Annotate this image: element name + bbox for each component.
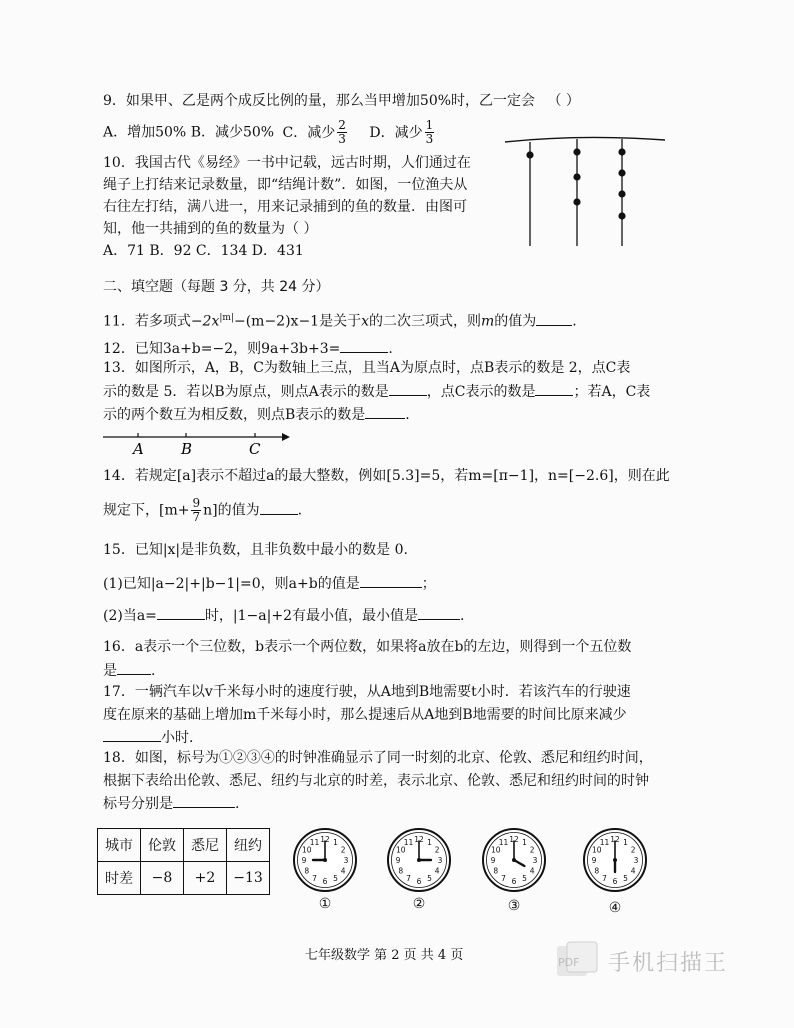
clock-2 [385, 826, 453, 894]
q17-line2: 度在原来的基础上增加m千米每小时，那么提速后从A地到B地需要的时间比原来减少 [103, 707, 627, 723]
q13-line3: 示的两个数互为相反数，则点B表示的数是 . [103, 404, 410, 425]
clock-hub [512, 858, 516, 862]
table-cell: 纽约 [227, 829, 270, 862]
watermark-text: 手机扫描王 [608, 951, 729, 976]
clock-number: 12 [509, 835, 519, 844]
clock-number: 6 [416, 877, 422, 886]
q10-line1: 10．我国古代《易经》一书中记载，远古时期，人们通过在 [103, 155, 471, 171]
q15-2-blank-a[interactable] [157, 605, 205, 620]
clock-4 [581, 826, 649, 894]
clock-number: 2 [340, 845, 346, 855]
q14-line2: 规定下，[m+ $\frac{9}{7}$ n]的值为 . [103, 496, 303, 524]
clock-number: 6 [612, 877, 618, 886]
table-cell: 城市 [98, 829, 141, 862]
clock-number: 8 [594, 866, 600, 876]
table-cell: 悉尼 [184, 829, 227, 862]
q9-options [103, 119, 436, 146]
q10-options: A．71 B．92 C．134 D．431 [103, 243, 304, 259]
rope-top [505, 137, 665, 142]
clock-label-4: ④ [608, 900, 622, 916]
number-line-arrow [282, 433, 290, 441]
clock-number: 11 [403, 837, 414, 847]
clock-number: 12 [414, 835, 424, 844]
q9-option-d: D．减少 [369, 124, 423, 141]
section-title-fill-in: 二、填空题（每题 3 分，共 24 分） [103, 279, 330, 295]
clock-number: 4 [434, 866, 440, 876]
knot [573, 148, 580, 155]
clock-hub [613, 858, 617, 862]
clock-number: 7 [312, 874, 317, 884]
clock-number: 12 [320, 835, 330, 844]
clock-number: 9 [591, 856, 597, 865]
table-row [98, 862, 270, 895]
q10-line4: 知，他一共捕到的鱼的数量为（ ） [103, 221, 318, 237]
clock-number: 11 [498, 837, 509, 847]
q15-2-blank-min[interactable] [418, 605, 460, 620]
clock-number: 3 [633, 856, 639, 865]
q15-line1: 15．已知|x|是非负数，且非负数中最小的数是 0. [103, 542, 408, 558]
clock-number: 5 [623, 874, 628, 884]
clock-number: 8 [304, 866, 310, 876]
clock-number: 6 [322, 877, 328, 886]
clock-number: 10 [592, 845, 602, 855]
q9-option-b: B．减少50% [190, 124, 275, 141]
q11: 11．若多项式$-2x^{|m|}-(m-2)x-1$是关于x的二次三项式，则m的值为 . [103, 308, 577, 332]
table-header-row [98, 829, 270, 862]
clock-number: 12 [610, 835, 620, 844]
q13-line1: 13．如图所示，A，B，C为数轴上三点，且当A为原点时，点B表示的数是 2，点C表 [103, 360, 631, 376]
q16-answer-blank[interactable] [117, 660, 151, 675]
clock-number: 11 [599, 837, 610, 847]
q18-line3: 标号分别是 . [103, 793, 239, 814]
table-cell: −8 [141, 862, 184, 895]
clock-number: 10 [491, 845, 501, 855]
point-label-c: C [249, 440, 261, 458]
knot [526, 151, 533, 158]
clock-1 [291, 826, 359, 894]
q13-blank-c[interactable] [535, 381, 573, 396]
clock-number: 6 [511, 877, 517, 886]
clock-number: 1 [623, 837, 628, 847]
table-cell: 时差 [98, 862, 141, 895]
clock-number: 10 [302, 845, 312, 855]
page-footer: 七年级数学 第 2 页 共 4 页 [305, 948, 464, 963]
clock-number: 8 [398, 866, 404, 876]
clock-number: 5 [427, 874, 432, 884]
clock-number: 10 [396, 845, 406, 855]
q9-stem [103, 91, 580, 111]
knot [573, 173, 580, 180]
clock-label-3: ③ [507, 898, 521, 914]
knot [618, 169, 625, 176]
clock-label-1: ① [318, 896, 332, 912]
q15-sub2: (2)当a= 时，|1−a|+2有最小值，最小值是 . [103, 605, 464, 626]
q14-answer-blank[interactable] [260, 500, 298, 515]
clock-number: 4 [529, 866, 535, 876]
table-cell: +2 [184, 862, 227, 895]
q16-line2: 是 . [103, 660, 155, 681]
clock-3 [480, 826, 548, 894]
knot [618, 148, 625, 155]
q9-option-d-fraction: $\frac{1}{3}$ [425, 118, 434, 146]
clock-number: 9 [490, 856, 496, 865]
q13-line2: 示的数是 5．若以B为原点，则点A表示的数是 ，点C表示的数是 ；若A，C表 [103, 381, 650, 402]
knot [573, 198, 580, 205]
clock-number: 3 [343, 856, 349, 865]
q11-answer-blank[interactable] [536, 311, 572, 326]
q10-line3: 右往左打结，满八进一，用来记录捕到的鱼的数量．由图可 [103, 199, 467, 215]
q13-blank-a[interactable] [389, 381, 427, 396]
clock-number: 7 [406, 874, 411, 884]
q9-option-a: A．增加50% [103, 124, 187, 141]
clock-number: 5 [333, 874, 338, 884]
clock-number: 4 [340, 866, 346, 876]
q15-sub1: (1)已知|a−2|+|b−1|=0，则a+b的值是 ； [103, 573, 436, 594]
clock-number: 2 [630, 845, 636, 855]
q13-blank-b[interactable] [365, 404, 405, 419]
q9-option-c-fraction: $\frac{2}{3}$ [338, 118, 346, 146]
clock-number: 3 [532, 856, 538, 865]
q14-line1: 14．若规定[a]表示不超过a的最大整数，例如[5.3]=5，若m=[π−1]，n=[−2.6]，则在此 [103, 468, 670, 484]
clock-number: 7 [602, 874, 607, 884]
knotted-rope-figure [500, 130, 670, 255]
clock-number: 9 [301, 856, 307, 865]
time-difference-table [97, 828, 270, 895]
point-label-a: A [133, 440, 144, 458]
number-line-figure [100, 428, 300, 460]
q9-text: 9．如果甲、乙是两个成反比例的量，那么当甲增加50%时，乙一定会 [103, 93, 536, 109]
clock-number: 4 [630, 866, 636, 876]
q18-line1: 18．如图，标号为①②③④的时钟准确显示了同一时刻的北京、伦敦、悉尼和纽约时间， [103, 750, 653, 766]
table-cell: 伦敦 [141, 829, 184, 862]
clock-number: 1 [522, 837, 527, 847]
clock-number: 3 [437, 856, 443, 865]
clock-number: 8 [493, 866, 499, 876]
q14-fraction: $\frac{9}{7}$ [192, 496, 201, 524]
q17-answer-blank[interactable] [103, 727, 161, 742]
table-cell: −13 [227, 862, 270, 895]
clock-number: 1 [427, 837, 432, 847]
q18-answer-blank[interactable] [173, 793, 235, 808]
knot [618, 212, 625, 219]
clock-number: 2 [434, 845, 440, 855]
knot [618, 190, 625, 197]
clock-hub [323, 858, 327, 862]
clock-number: 11 [309, 837, 320, 847]
clock-number: 5 [522, 874, 527, 884]
clock-number: 7 [501, 874, 506, 884]
q18-line2: 根据下表给出伦敦、悉尼、纽约与北京的时差，表示北京、伦敦、悉尼和纽约时间的时钟 [103, 773, 649, 789]
q9-answer-bracket: （ ） [547, 93, 580, 109]
q16-line1: 16．a表示一个三位数，b表示一个两位数，如果将a放在b的左边，则得到一个五位数 [103, 639, 632, 655]
clock-number: 2 [529, 845, 535, 855]
q12-answer-blank[interactable] [340, 338, 388, 353]
clock-label-2: ② [412, 896, 426, 912]
q15-1-answer-blank[interactable] [360, 573, 422, 588]
q17-line1: 17．一辆汽车以v千米每小时的速度行驶，从A地到B地需要t小时．若该汽车的行驶速 [103, 684, 631, 700]
q10-line2: 绳子上打结来记录数量，即“结绳计数”．如图，一位渔夫从 [103, 177, 468, 193]
clock-number: 9 [395, 856, 401, 865]
svg-text:PDF: PDF [558, 956, 580, 969]
q12: 12．已知3a+b=−2，则9a+3b+3= . [103, 338, 393, 359]
point-label-b: B [181, 440, 193, 458]
q9-option-c: C．减少 [282, 124, 336, 141]
q17-line3: 小时. [103, 727, 193, 748]
clock-number: 1 [333, 837, 338, 847]
clock-hub [417, 858, 421, 862]
